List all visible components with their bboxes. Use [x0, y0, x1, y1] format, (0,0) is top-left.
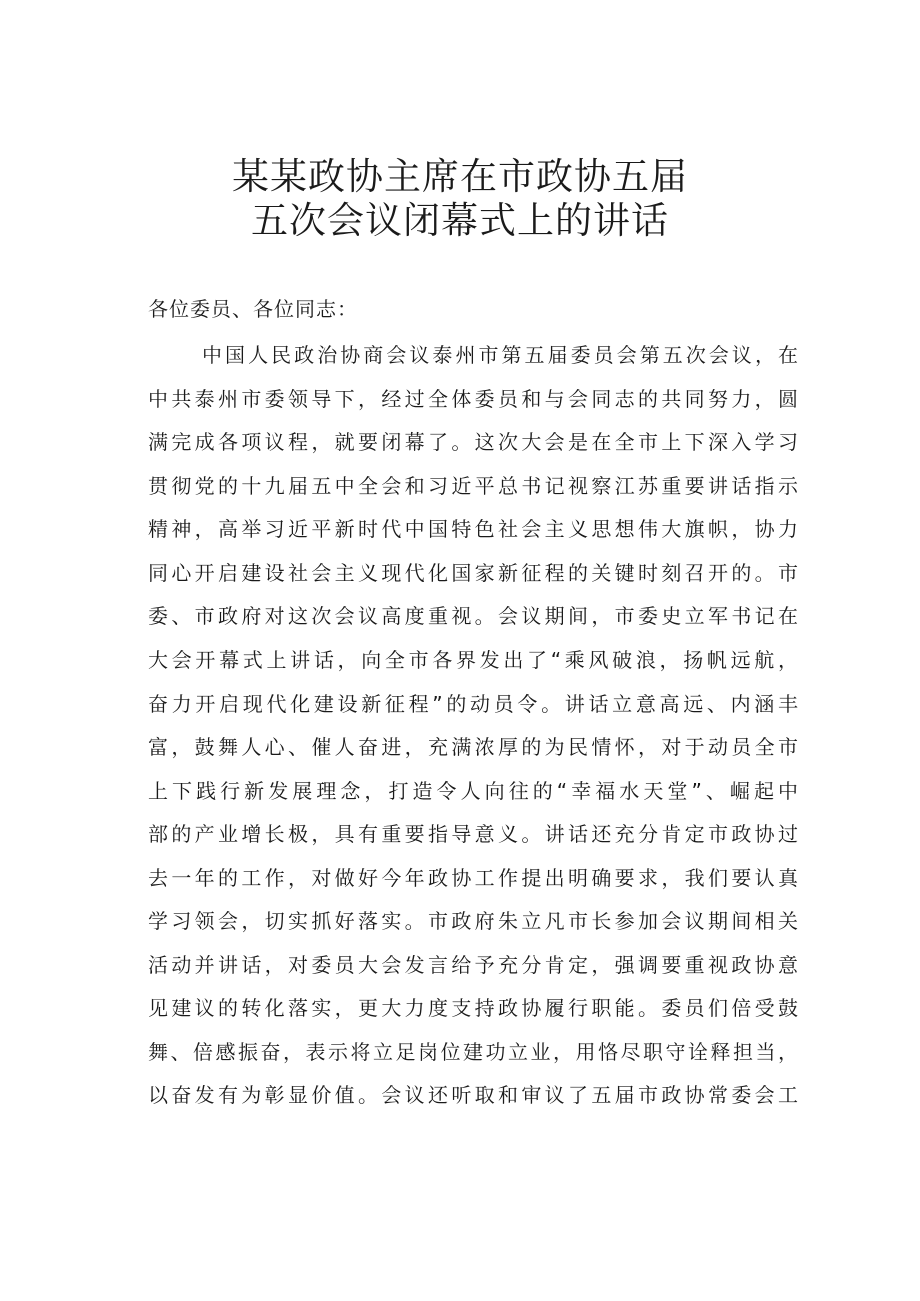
paragraph-line: 中共泰州市委领导下，经过全体委员和与会同志的共同努力，圆: [148, 387, 798, 411]
paragraph-line: 活动并讲话，对委员大会发言给予充分肯定，强调要重视政协意: [148, 953, 798, 977]
paragraph-line: 见建议的转化落实，更大力度支持政协履行职能。委员们倍受鼓: [148, 996, 798, 1020]
salutation: 各位委员、各位同志：: [148, 297, 358, 321]
paragraph-line: 以奋发有为彰显价值。会议还听取和审议了五届市政协常委会工: [148, 1083, 798, 1107]
paragraph-line: 委、市政府对这次会议高度重视。会议期间，市委史立军书记在: [148, 604, 798, 628]
paragraph-line: 奋力开启现代化建设新征程”的动员令。讲话立意高远、内涵丰: [148, 692, 798, 716]
paragraph-line: 满完成各项议程，就要闭幕了。这次大会是在全市上下深入学习: [148, 430, 798, 454]
paragraph-line: 上下践行新发展理念，打造令人向往的“幸福水天堂”、崛起中: [148, 779, 798, 803]
paragraph-line: 中国人民政治协商会议泰州市第五届委员会第五次会议，在: [202, 343, 798, 367]
paragraph-line: 去一年的工作，对做好今年政协工作提出明确要求，我们要认真: [148, 866, 798, 890]
document-title-line-2: 五次会议闭幕式上的讲话: [251, 199, 669, 242]
paragraph-line: 贯彻党的十九届五中全会和习近平总书记视察江苏重要讲话指示: [148, 474, 798, 498]
paragraph-line: 同心开启建设社会主义现代化国家新征程的关键时刻召开的。市: [148, 561, 798, 585]
paragraph-line: 精神，高举习近平新时代中国特色社会主义思想伟大旗帜，协力: [148, 517, 798, 541]
document-title-line-1: 某某政协主席在市政协五届: [232, 155, 688, 198]
paragraph-line: 舞、倍感振奋，表示将立足岗位建功立业，用恪尽职守诠释担当，: [148, 1040, 798, 1064]
paragraph-line: 富，鼓舞人心、催人奋进，充满浓厚的为民情怀，对于动员全市: [148, 735, 798, 759]
paragraph-line: 学习领会，切实抓好落实。市政府朱立凡市长参加会议期间相关: [148, 909, 798, 933]
paragraph-line: 大会开幕式上讲话，向全市各界发出了“乘风破浪，扬帆远航，: [148, 648, 798, 672]
paragraph-line: 部的产业增长极，具有重要指导意义。讲话还充分肯定市政协过: [148, 822, 798, 846]
